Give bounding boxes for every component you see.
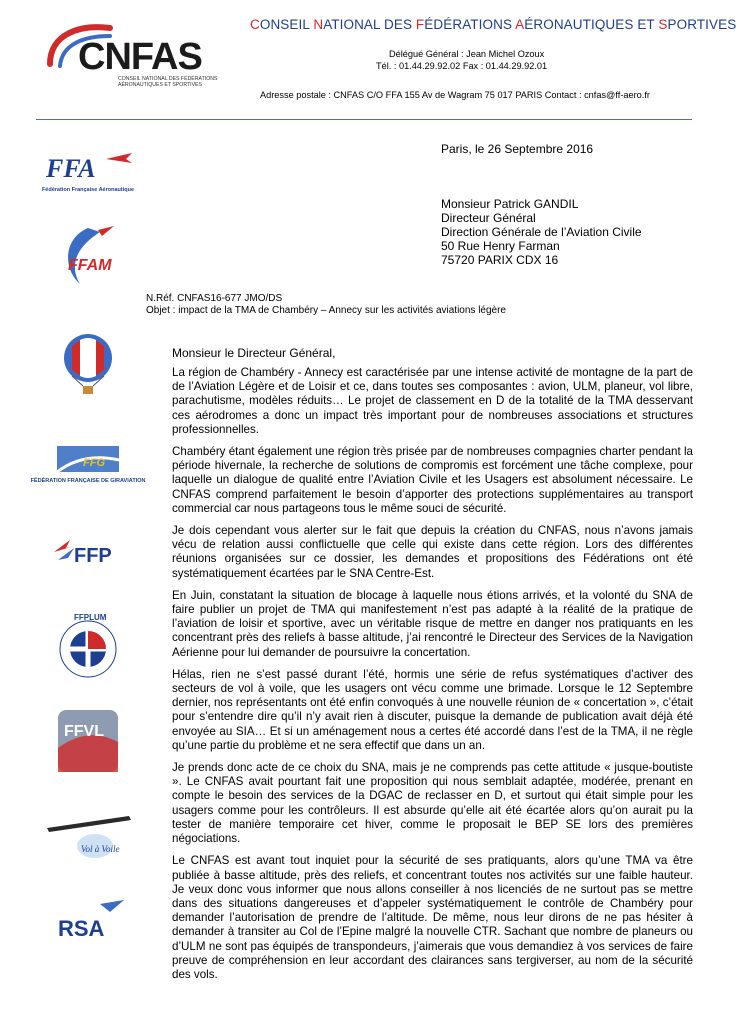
ffg-caption: FÉDÉRATION FRANÇAISE DE GIRAVIATION bbox=[30, 478, 146, 484]
ffa-logo-text: FFA bbox=[46, 154, 96, 183]
ffp-logo bbox=[40, 532, 136, 572]
ffplum-emblem-icon bbox=[52, 611, 124, 683]
letter-date: Paris, le 26 Septembre 2016 bbox=[441, 142, 594, 156]
title-segment: ÉDÉRATIONS bbox=[424, 17, 516, 32]
ffa-caption: Fédération Française Aéronautique bbox=[41, 187, 135, 193]
cnfas-wordmark: CNFAS bbox=[78, 36, 202, 78]
ffg-helicopter-icon bbox=[43, 442, 133, 476]
ffg-logo bbox=[30, 438, 146, 488]
body-paragraph: Le CNFAS est avant tout inquiet pour la sécurité de ses pratiquants, alors qu’une TMA va être publiée à basse altitude, près des reliefs, et concentrant toutes nos activités sur une faible hauteur. Je veux donc vous informer que nous allons conseiller à nos licenciés de ne surtout pas se mettre dans des situations dangereuses et d’appeler systématiquement le contrôle de Chambéry pour demander l’autorisation de prendre de l’altitude. De même, nous leur dirons de ne pas hésiter à demander à transiter au Col de l’Epine malgré la nouvelle CTR. Sachant que nombre de planeurs ou d’ULM ne sont pas équipés de transpondeurs, j’aimerais que vous demandiez à vos services de faire preuve de compréhension en leur accordant des clairances sans tergiverser, au nom de la sécurité des vols. bbox=[172, 854, 693, 981]
recipient-line: Direction Générale de l’Aviation Civile bbox=[441, 225, 642, 239]
body-paragraph: Je prends donc acte de ce choix du SNA, mais je ne comprends pas cette attitude « jusque-boutiste ». Le CNFAS avait pourtant fait une proposition qui nous semblait adaptée, modérée, prenant en compte le besoin des services de la DGAC de reclasser en D, et surtout qui était simple pour les usagers comme pour les contrôleurs. Il est absurde qu’elle ait été écartée alors qu’on aurait pu la tester de manière temporaire cet hiver, comme le proposait le BEP SE lors des premières négociations. bbox=[172, 761, 693, 846]
title-segment: A bbox=[515, 17, 525, 32]
ffvl-emblem-icon bbox=[56, 708, 120, 774]
postal-address: Adresse postale : CNFAS C/O FFA 155 Av de Wagram 75 017 PARIS Contact : cnfas@ff-aero.fr bbox=[260, 90, 650, 100]
rsa-emblem-icon bbox=[48, 898, 128, 950]
reference-block bbox=[146, 293, 506, 317]
ffvl-logo-text: FFVL bbox=[64, 723, 104, 740]
salutation: Monsieur le Directeur Général, bbox=[172, 346, 336, 360]
ffa-plane-icon bbox=[40, 149, 136, 185]
ffvv-logo-text: Vol à Voile bbox=[81, 844, 120, 854]
title-segment: ATIONAL DES bbox=[323, 17, 416, 32]
recipient-line: 50 Rue Henry Farman bbox=[441, 239, 560, 253]
phone-fax: Tél. : 01.44.29.92.02 Fax : 01.44.29.92.01 bbox=[376, 61, 548, 71]
letter-subject: Objet : impact de la TMA de Chambéry – Annecy sur les activités aviations légère bbox=[146, 305, 506, 316]
organization-title bbox=[250, 17, 736, 32]
rsa-logo bbox=[40, 896, 136, 952]
body-paragraph: Hélas, rien ne s’est passé durant l’été, hormis une série de refus systématiques d’activer des secteurs de vol à voile, que les usagers ont vécu comme une brimade. Lorsque le 12 Septembre dernier, nos représentants ont été enfin convoqués à une nouvelle réunion de « concertation », c’était pour s’entendre dire qu’il n’y avait rien à discuter, puisque la demande de publication avait déjà été envoyée au SIA… Et si un aménagement nous a certes été accordé dans l’est de la TMA, il ne règle qu’une partie du problème et ne sera effectif que dans un an. bbox=[172, 667, 693, 752]
ffplum-logo-text: FFPLUM bbox=[74, 613, 107, 622]
title-segment: F bbox=[415, 17, 425, 32]
ffg-logo-text: FFG bbox=[83, 457, 105, 469]
recipient-line: Directeur Général bbox=[441, 211, 536, 225]
ffam-logo bbox=[40, 222, 136, 292]
ffa-logo bbox=[40, 146, 136, 196]
title-segment: PORTIVES bbox=[667, 17, 736, 32]
body-paragraph: Chambéry étant également une région très prisée par de nombreuses compagnies charter pendant la période hivernale, la recherche de solutions de compromis est forcément une tâche complexe, pour laquelle un dialogue de qualité entre l’Aviation Civile et les Usagers est absolument nécessaire. Le CNFAS comprend parfaitement le besoin d’apporter des protections supplémentaires au transport commercial car nous partageons tous le même souci de sécurité. bbox=[172, 445, 693, 515]
body-paragraph: Je dois cependant vous alerter sur le fait que depuis la création du CNFAS, nous n’avons jamais vécu de relation aussi conflictuelle que celle qui existe dans cette région. Lors des différentes réunions organisées sur ce dossier, les demandes et propositions des Fédérations ont été systématiquement écartées par le SNA Centre-Est. bbox=[172, 524, 693, 580]
ffplum-logo bbox=[40, 610, 136, 684]
body-paragraph: La région de Chambéry - Annecy est caractérisée par une intense activité de montagne de la part de de l’Aviation Légère et de Loisir et ce, dans toutes ses composantes : avion, ULM, planeur, vol libre, parachutisme, modèles réduits… Le projet de classement en D de la totalité de la TMA desservant ces aérodromes a donc un impact très important pour de nombreuses associations et structures professionnelles. bbox=[172, 366, 693, 436]
ffvv-glider-icon bbox=[43, 802, 133, 864]
body-paragraph: En Juin, constatant la situation de blocage à laquelle nous étions arrivés, et la volonté du SNA de faire publier un projet de TMA qui manifestement n’est pas adapté à la réalité de la pratique de l’aviation de loisir et sportive, avec un véritable risque de mettre en danger nos pratiquants en les concentrant près des reliefs à basse altitude, j’ai rencontré le Directeur des Services de la Navigation Aérienne pour lui demander de poursuivre la concertation. bbox=[172, 588, 693, 659]
ffam-emblem-icon bbox=[58, 224, 118, 290]
ffvv-logo bbox=[40, 800, 136, 866]
title-segment: ONSEIL bbox=[259, 17, 314, 32]
delegue-general: Délégué Général : Jean Michel Ozoux bbox=[389, 49, 545, 59]
recipient-address bbox=[441, 197, 642, 267]
ffp-logo-text: FFP bbox=[74, 545, 112, 567]
reference-number: N.Réf. CNFAS16-677 JMO/DS bbox=[146, 293, 283, 304]
balloon-logo bbox=[40, 330, 136, 400]
title-segment: N bbox=[313, 17, 324, 32]
title-segment: ÉRONAUTIQUES ET bbox=[524, 17, 659, 32]
rsa-logo-text: RSA bbox=[58, 916, 105, 941]
recipient-line: 75720 PARIX CDX 16 bbox=[441, 253, 559, 267]
ffvl-logo bbox=[40, 706, 136, 776]
title-segment: S bbox=[658, 17, 668, 32]
cnfas-wordmark-subtitle: CONSEIL NATIONAL DES FÉDÉRATIONS AÉRONAUTIQUES ET SPORTIVES bbox=[118, 76, 218, 88]
letter-body bbox=[172, 366, 693, 990]
ffam-logo-text: FFAM bbox=[68, 257, 112, 274]
recipient-line: Monsieur Patrick GANDIL bbox=[441, 197, 579, 211]
title-segment: C bbox=[250, 17, 260, 32]
ffp-parachutist-icon bbox=[48, 534, 128, 570]
header-divider bbox=[36, 119, 692, 120]
hot-air-balloon-icon bbox=[58, 332, 118, 398]
